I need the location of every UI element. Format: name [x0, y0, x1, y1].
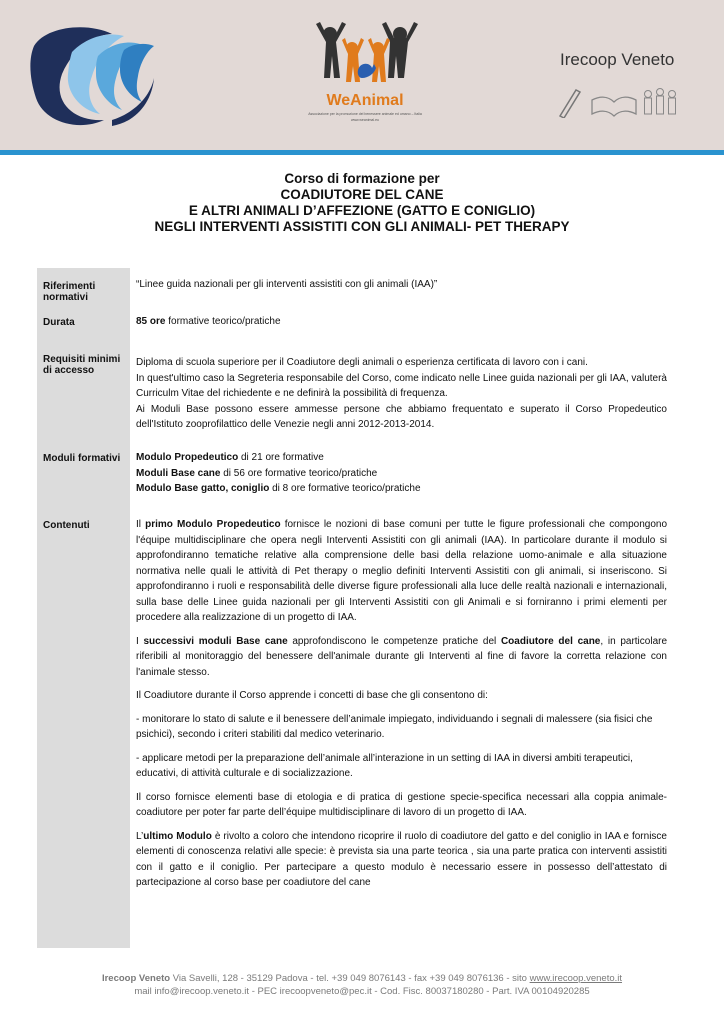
riferimenti-text: “Linee guida nazionali per gli interventi assistiti con gli animali (IAA)” — [136, 279, 438, 290]
requisiti-value — [136, 355, 667, 433]
moduli-base-cane — [136, 466, 667, 482]
course-title — [0, 171, 724, 235]
header-band — [0, 0, 724, 150]
label-riferimenti: Riferimenti normativi — [43, 281, 96, 303]
requisiti-line-3: Ai Moduli Base possono essere ammesse persone che abbiamo frequentato e superato il Corso Propedeutico dell'Istituto zooprofilattico delle Venezie negli anni 2012-2013-2014. — [136, 403, 667, 430]
header-accent-line — [0, 150, 724, 155]
requisiti-line-2: In quest'ultimo caso la Segreteria responsabile del Corso, come indicato nelle Linee guida nazionali per gli IAA, valuterà Curriculm Vitae del richiedente e ne definirà la possibilità di frequenza. — [136, 372, 667, 399]
label-moduli: Moduli formativi — [43, 453, 121, 464]
footer-line-1 — [0, 972, 724, 985]
modulo-propedeutico — [136, 450, 667, 466]
weanimal-logo — [300, 22, 430, 140]
title-line-3: E ALTRI ANIMALI D’AFFEZIONE (GATTO E CONIGLIO) — [188, 203, 536, 218]
contenuti-paragraph-7: L’ultimo Modulo è rivolto a coloro che intendono ricoprire il ruolo di coadiutore del gatto e del coniglio in IAA e fornisce elementi di conoscenza relativi alle specie: è prevista sia una parte teorica , sia una parte pratica con interventi assistiti con il gatto e il coniglio. Per partecipare a questo modulo è necessario essere in possesso dell’attestato di partecipazione al corso base per coadiutore del cane — [136, 830, 667, 888]
weanimal-tagline: Associazione per la promozione del benessere animale ed umano – Italia — [308, 112, 422, 116]
irecoop-logo — [548, 46, 698, 126]
weanimal-name: WeAnimal — [326, 92, 404, 109]
modulo-base-gatto — [136, 481, 667, 497]
title-line-2: COADIUTORE DEL CANE — [280, 187, 444, 202]
moduli-value — [136, 450, 667, 497]
weanimal-url: www.weanimal.eu — [350, 118, 379, 122]
title-line-4: NEGLI INTERVENTI ASSISTITI CON GLI ANIMALI- PET THERAPY — [154, 219, 570, 234]
irecoop-name: Irecoop Veneto — [560, 50, 675, 69]
wing-logo-icon — [28, 22, 158, 134]
footer-site-link[interactable]: www.irecoop.veneto.it — [529, 973, 623, 984]
requisiti-line-1: Diploma di scuola superiore per il Coadiutore degli animali o esperienza certificata di lavoro con i cani. — [136, 357, 588, 368]
durata-hours: 85 ore — [136, 316, 166, 327]
modulo-propedeutico-desc: di 21 ore formative — [238, 452, 324, 463]
contenuti-value — [136, 517, 667, 899]
footer-line-2: mail info@irecoop.veneto.it - PEC irecoopveneto@pec.it - Cod. Fisc. 80037180280 - Part. IVA 00104920285 — [134, 986, 590, 997]
contenuti-paragraph-5: - applicare metodi per la preparazione dell’animale all’interazione in un setting di IAA in diversi ambiti terapeutici, educativi, di attività culturale e di socializzazione. — [136, 752, 633, 779]
pen-book-people-icon — [556, 86, 686, 118]
contenuti-paragraph-4: - monitorare lo stato di salute e il benessere dell’animale impiegato, individuando i segnali di malessere (sia fisici che psichici), secondo i criteri stabiliti dal medico veterinario. — [136, 713, 653, 740]
label-durata: Durata — [43, 317, 75, 328]
riferimenti-value — [136, 277, 667, 293]
contenuti-paragraph-6: Il corso fornisce elementi base di etologia e di pratica di gestione specie-specifica necessari alla coppia animale-coadiutore per poter far parte dell’équipe multidisciplinare di lavoro di un progetto di IAA. — [136, 791, 667, 818]
modulo-propedeutico-name: Modulo Propedeutico — [136, 452, 239, 463]
people-and-animals-icon — [300, 22, 430, 92]
footer — [0, 972, 724, 998]
contenuti-paragraph-2: I successivi moduli Base cane approfondiscono le competenze pratiche del Coadiutore del cane, in particolare riferibili al monitoraggio del benessere dell'animale durante gli Interventi al fine di favore la corretta relazione con l'animale stesso. — [136, 635, 668, 678]
title-line-1: Corso di formazione per — [284, 171, 440, 186]
modulo-base-gatto-desc: di 8 ore formative teorico/pratiche — [269, 483, 421, 494]
course-info-table — [37, 268, 687, 948]
durata-rest: formative teorico/pratiche — [165, 316, 281, 327]
contenuti-paragraph-1: Il primo Modulo Propedeutico fornisce le nozioni di base comuni per tutte le figure professionali che compongono l'équipe multidisciplinare che opera negli Interventi Assistiti con gli animali (IAA). In particolare durante il modulo si approfondiranno tematiche relative alla comprensione delle basi della relazione uomo-animale e alla situazione normativa nelle quali le attività di Pet therapy o meglio definiti Interventi Assistiti con gli animali, si inseriscono. Si approfondiranno i ruoli e responsabilità delle diverse figure professionali alla luce delle realtà nazionali e internazionali, sulla base delle Linee guida nazionali per gli Interventi Assistiti con gli Animali e si forniranno i primi elementi per procedere alla realizzazione di un progetto di IAA. — [136, 519, 668, 623]
footer-address: Via Savelli, 128 - 35129 Padova - tel. +39 049 8076143 - fax +39 049 8076136 - sito — [170, 973, 530, 984]
contenuti-paragraph-3: Il Coadiutore durante il Corso apprende i concetti di base che gli consentono di: — [136, 690, 488, 701]
moduli-base-cane-name: Moduli Base cane — [136, 467, 221, 479]
footer-org: Irecoop Veneto — [101, 973, 171, 984]
label-requisiti: Requisiti minimi di accesso — [43, 354, 121, 376]
moduli-base-cane-desc: di 56 ore formative teorico/pratiche — [220, 467, 378, 479]
label-contenuti: Contenuti — [43, 520, 90, 531]
durata-value — [136, 314, 667, 330]
modulo-base-gatto-name: Modulo Base gatto, coniglio — [136, 483, 270, 494]
